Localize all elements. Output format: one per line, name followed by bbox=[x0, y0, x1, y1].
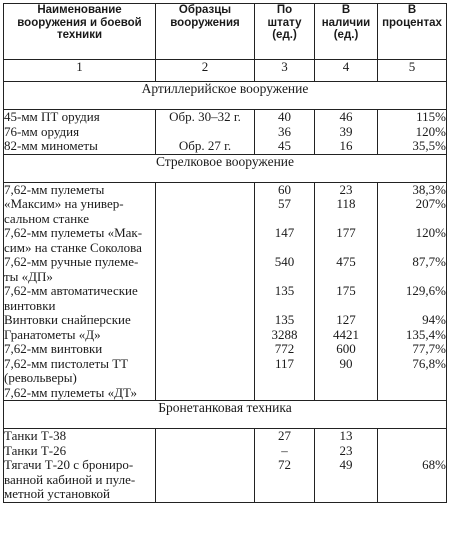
percent-value: 77,7% bbox=[412, 341, 446, 356]
table-row-slot bbox=[315, 183, 377, 198]
weapon-name-line: 7,62-мм пулеметы «ДТ» bbox=[4, 384, 138, 400]
column-number-row bbox=[4, 60, 447, 82]
table-row-slot bbox=[378, 284, 446, 313]
table-row-slot bbox=[255, 125, 314, 140]
weapon-name-line: 7,62-мм пулеметы «Мак- bbox=[4, 225, 143, 240]
table-row-slot bbox=[255, 328, 314, 343]
header-by-staff: По штату (ед.) bbox=[255, 4, 315, 60]
weapon-name-line: Гранатометы «Д» bbox=[4, 326, 101, 342]
table-row-slot bbox=[255, 429, 314, 444]
table-row-slot bbox=[255, 444, 314, 459]
percent-value: 135,4% bbox=[405, 326, 446, 342]
table-row-slot bbox=[156, 110, 254, 125]
weapon-name-line: (револьверы) bbox=[4, 370, 77, 385]
header-weapon-name: Наименование вооружения и боевой техники bbox=[4, 4, 156, 60]
table-row-slot bbox=[315, 197, 377, 226]
percent-value: 115% bbox=[416, 109, 446, 124]
section-title: Стрелковое вооружение bbox=[4, 154, 447, 182]
staff-count-value: 772 bbox=[274, 341, 295, 356]
weapon-model-cell bbox=[156, 429, 255, 503]
table-row-slot bbox=[4, 313, 155, 328]
weapon-name-cell bbox=[4, 429, 156, 503]
table-row-slot bbox=[4, 110, 155, 125]
table-row-slot bbox=[378, 197, 446, 226]
table-row-slot bbox=[156, 125, 254, 140]
column-number: 5 bbox=[378, 60, 447, 82]
table-row-slot bbox=[315, 342, 377, 357]
staff-count-value: 135 bbox=[274, 312, 295, 327]
weapon-name-line: 7,62-мм ручные пулеме- bbox=[4, 254, 139, 269]
percent-cell bbox=[378, 429, 447, 503]
table-row-slot bbox=[378, 313, 446, 328]
table-row-slot bbox=[156, 255, 254, 284]
available-count-value: 16 bbox=[339, 138, 353, 153]
weapon-name-line: «Максим» на универ- bbox=[4, 196, 124, 211]
staff-count-value: 540 bbox=[274, 254, 295, 269]
table-row-slot bbox=[378, 139, 446, 154]
available-count-value: 46 bbox=[339, 109, 353, 124]
available-count-value: 475 bbox=[336, 254, 356, 269]
weapon-name-line: Тягачи Т-20 с брониро- bbox=[4, 457, 134, 472]
weapon-name-line: ты «ДП» bbox=[4, 268, 53, 284]
available-count-value: 39 bbox=[339, 123, 353, 139]
table-row-slot bbox=[255, 284, 314, 313]
table-row-slot bbox=[315, 139, 377, 154]
percent-value: 68% bbox=[422, 457, 446, 472]
section-header-row bbox=[4, 154, 447, 182]
available-count-value: 177 bbox=[336, 225, 356, 240]
table-row-slot bbox=[156, 357, 254, 386]
section-body-row bbox=[4, 429, 447, 503]
weapon-name-line: 7,62-мм винтовки bbox=[4, 341, 103, 356]
table-row-slot bbox=[255, 342, 314, 357]
column-number: 1 bbox=[4, 60, 156, 82]
staff-count-value: 45 bbox=[278, 138, 291, 153]
table-row-slot bbox=[156, 386, 254, 401]
weapon-name-line: 7,62-мм автоматические bbox=[4, 283, 138, 298]
weapons-table bbox=[3, 3, 447, 503]
weapon-name-line: 45-мм ПТ орудия bbox=[4, 109, 100, 124]
percent-value: 120% bbox=[415, 123, 446, 139]
column-number: 3 bbox=[255, 60, 315, 82]
table-row-slot bbox=[4, 125, 155, 140]
table-row-slot bbox=[156, 429, 254, 444]
table-row-slot bbox=[255, 197, 314, 226]
table-row-slot bbox=[315, 125, 377, 140]
table-row-slot bbox=[255, 226, 314, 255]
table-row-slot bbox=[4, 255, 155, 284]
staff-count-value: 60 bbox=[278, 181, 291, 197]
table-row-slot bbox=[4, 444, 155, 459]
table-row-slot bbox=[378, 328, 446, 343]
table-row-slot bbox=[4, 226, 155, 255]
table-row-slot bbox=[378, 226, 446, 255]
weapon-model-cell bbox=[156, 110, 255, 155]
table-row-slot bbox=[255, 255, 314, 284]
percent-value: 76,8% bbox=[412, 355, 446, 371]
table-row-slot bbox=[4, 386, 155, 401]
table-row-slot bbox=[4, 328, 155, 343]
table-row-slot bbox=[315, 444, 377, 459]
available-count-cell bbox=[315, 182, 378, 401]
table-row-slot bbox=[4, 183, 155, 198]
staff-count-value: 27 bbox=[278, 428, 291, 443]
available-count-value: 127 bbox=[336, 312, 356, 327]
table-row-slot bbox=[315, 110, 377, 125]
header-available: В наличии (ед.) bbox=[315, 4, 378, 60]
table-row-slot bbox=[315, 313, 377, 328]
table-row-slot bbox=[378, 342, 446, 357]
weapon-name-line: сальном станке bbox=[4, 210, 90, 226]
percent-value: 207% bbox=[415, 196, 446, 211]
weapon-name-line: Винтовки снайперские bbox=[4, 312, 131, 327]
percent-cell bbox=[378, 110, 447, 155]
table-row-slot bbox=[156, 284, 254, 313]
available-count-value: 175 bbox=[336, 283, 356, 298]
staff-count-value: 40 bbox=[278, 109, 291, 124]
staff-count-cell bbox=[255, 182, 315, 401]
table-row-slot bbox=[378, 125, 446, 140]
weapon-name-line: ванной кабиной и пуле- bbox=[4, 471, 136, 487]
section-body-row bbox=[4, 182, 447, 401]
available-count-value: 23 bbox=[339, 181, 353, 197]
available-count-value: 23 bbox=[339, 442, 353, 458]
percent-value: 129,6% bbox=[405, 283, 446, 298]
table-row-slot bbox=[255, 183, 314, 198]
staff-count-value: 147 bbox=[274, 225, 295, 240]
available-count-value: 49 bbox=[339, 457, 353, 472]
table-row-slot bbox=[378, 444, 446, 459]
table-row-slot bbox=[315, 458, 377, 502]
available-count-value: 4421 bbox=[333, 326, 359, 342]
staff-count-value: 72 bbox=[278, 457, 291, 472]
table-row-slot bbox=[156, 444, 254, 459]
table-row-slot bbox=[156, 139, 254, 154]
weapon-name-line: 7,62-мм пистолеты ТТ bbox=[4, 355, 129, 371]
table-row-slot bbox=[4, 342, 155, 357]
section-header-row bbox=[4, 401, 447, 429]
column-number: 2 bbox=[156, 60, 255, 82]
percent-value: 87,7% bbox=[412, 254, 446, 269]
table-row-slot bbox=[4, 357, 155, 386]
table-row-slot bbox=[4, 197, 155, 226]
table-row-slot bbox=[4, 284, 155, 313]
staff-count-value: 57 bbox=[278, 196, 291, 211]
weapon-name-line: 82-мм минометы bbox=[4, 138, 98, 153]
weapon-name-line: сим» на станке Соколова bbox=[4, 239, 142, 255]
table-row-slot bbox=[4, 429, 155, 444]
header-percent: В процентах bbox=[378, 4, 447, 60]
weapon-model-value: Обр. 27 г. bbox=[178, 138, 232, 153]
table-row-slot bbox=[378, 110, 446, 125]
table-row-slot bbox=[315, 284, 377, 313]
section-title: Бронетанковая техника bbox=[4, 401, 447, 429]
weapon-name-cell bbox=[4, 182, 156, 401]
table-row-slot bbox=[378, 183, 446, 198]
table-row-slot bbox=[378, 357, 446, 386]
table-row-slot bbox=[156, 458, 254, 502]
table-row-slot bbox=[315, 328, 377, 343]
table-row-slot bbox=[156, 226, 254, 255]
percent-cell bbox=[378, 182, 447, 401]
weapon-name-cell bbox=[4, 110, 156, 155]
percent-value: 94% bbox=[422, 312, 446, 327]
weapon-name-line: 7,62-мм пулеметы bbox=[4, 181, 105, 197]
table-row-slot bbox=[156, 183, 254, 198]
table-row-slot bbox=[378, 458, 446, 502]
column-number: 4 bbox=[315, 60, 378, 82]
available-count-cell bbox=[315, 429, 378, 503]
table-row-slot bbox=[255, 139, 314, 154]
table-row-slot bbox=[315, 429, 377, 444]
table-row-slot bbox=[255, 357, 314, 386]
table-row-slot bbox=[156, 328, 254, 343]
table-row-slot bbox=[4, 458, 155, 502]
weapon-model-value: Обр. 30–32 г. bbox=[169, 109, 241, 124]
table-row-slot bbox=[315, 386, 377, 401]
table-body bbox=[4, 82, 447, 503]
table-row-slot bbox=[255, 313, 314, 328]
weapon-name-line: винтовки bbox=[4, 297, 56, 313]
table-row-slot bbox=[315, 226, 377, 255]
table-row-slot bbox=[378, 386, 446, 401]
percent-value: 120% bbox=[415, 225, 446, 240]
staff-count-value: 135 bbox=[274, 283, 295, 298]
table-row-slot bbox=[255, 386, 314, 401]
document-page bbox=[3, 3, 446, 554]
table-row-slot bbox=[315, 357, 377, 386]
table-row-slot bbox=[255, 110, 314, 125]
table-row-slot bbox=[156, 342, 254, 357]
table-row-slot bbox=[156, 197, 254, 226]
table-row-slot bbox=[255, 458, 314, 502]
available-count-cell bbox=[315, 110, 378, 155]
table-row-slot bbox=[156, 313, 254, 328]
weapon-name-line: 76-мм орудия bbox=[4, 123, 80, 139]
table-row-slot bbox=[378, 429, 446, 444]
staff-count-value: 117 bbox=[274, 355, 295, 371]
weapon-name-line: метной установкой bbox=[4, 486, 110, 501]
weapon-name-line: Танки Т-26 bbox=[4, 442, 67, 458]
table-row-slot bbox=[378, 255, 446, 284]
section-body-row bbox=[4, 110, 447, 155]
table-row-slot bbox=[4, 139, 155, 154]
weapon-model-cell bbox=[156, 182, 255, 401]
available-count-value: 90 bbox=[339, 355, 353, 371]
staff-count-value: – bbox=[281, 442, 288, 458]
staff-count-value: 36 bbox=[278, 123, 291, 139]
header-weapon-model: Образцы вооружения bbox=[156, 4, 255, 60]
available-count-value: 600 bbox=[336, 341, 356, 356]
percent-value: 38,3% bbox=[412, 181, 446, 197]
available-count-value: 118 bbox=[336, 196, 356, 211]
staff-count-cell bbox=[255, 110, 315, 155]
section-title: Артиллерийское вооружение bbox=[4, 82, 447, 110]
table-row-slot bbox=[315, 255, 377, 284]
staff-count-value: 3288 bbox=[271, 326, 298, 342]
table-header-row bbox=[4, 4, 447, 60]
section-header-row bbox=[4, 82, 447, 110]
percent-value: 35,5% bbox=[412, 138, 446, 153]
weapon-name-line: Танки Т-38 bbox=[4, 428, 67, 443]
staff-count-cell bbox=[255, 429, 315, 503]
available-count-value: 13 bbox=[339, 428, 353, 443]
